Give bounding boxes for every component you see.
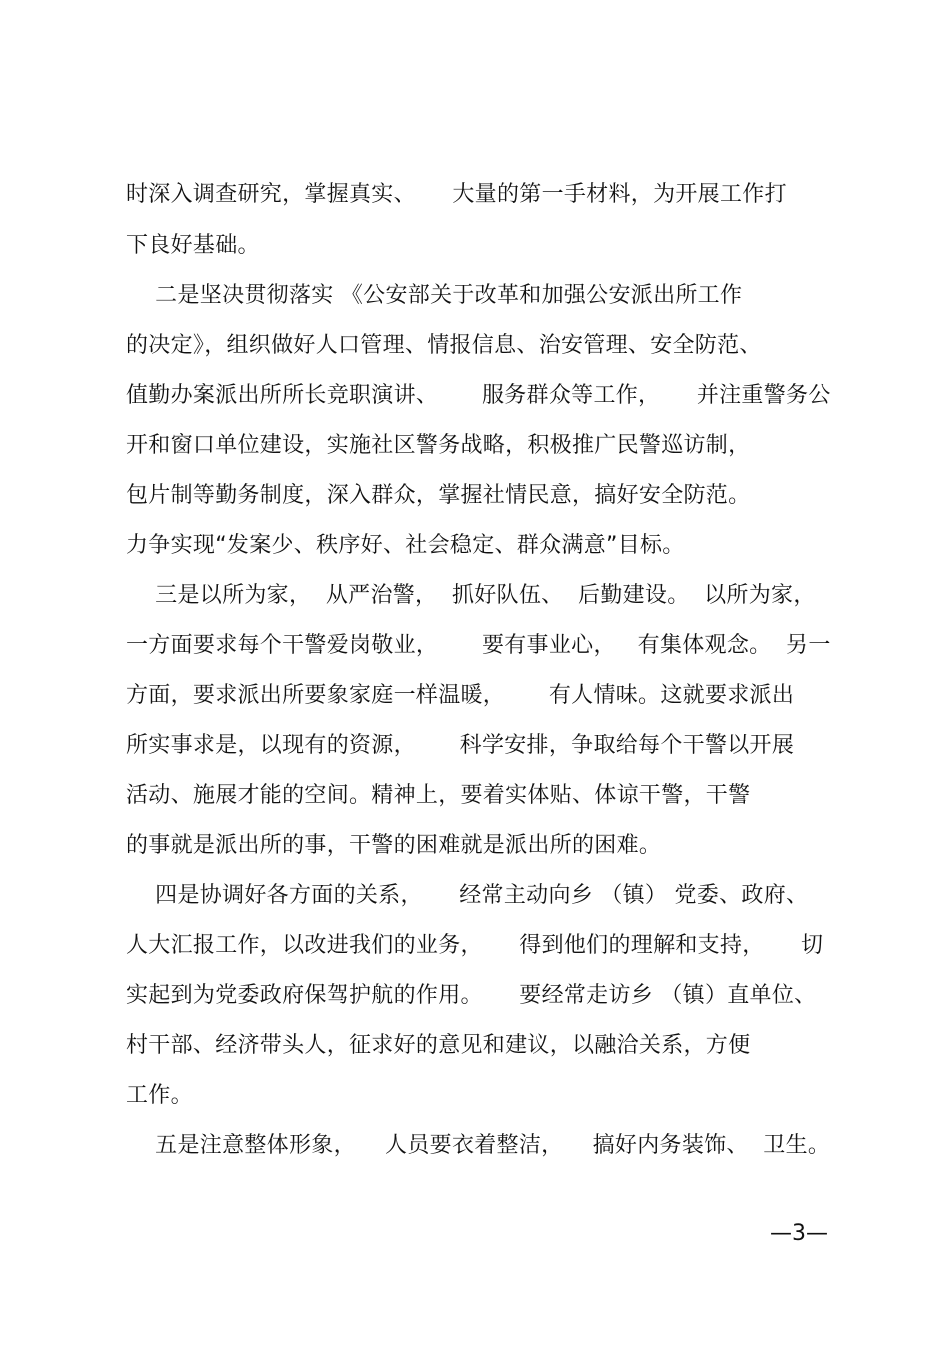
text-line: 包片制等勤务制度，深入群众，掌握社情民意，搞好安全防范。	[126, 483, 751, 508]
text-line: 五是注意整体形象， 人员要衣着整洁， 搞好内务装饰、 卫生。	[126, 1133, 831, 1158]
text-line: 力争实现“发案少、秩序好、社会稳定、群众满意”目标。	[126, 533, 685, 558]
text-line: 方面，要求派出所要象家庭一样温暖， 有人情味。这就要求派出	[126, 683, 795, 708]
text-line: 村干部、经济带头人，征求好的意见和建议，以融洽关系，方便	[126, 1033, 751, 1058]
text-line: 所实事求是，以现有的资源， 科学安排，争取给每个干警以开展	[126, 733, 795, 758]
text-line: 工作。	[126, 1083, 193, 1108]
text-line: 二是坚决贯彻落实 《公安部关于改革和加强公安派出所工作	[126, 283, 743, 308]
text-line: 开和窗口单位建设，实施社区警务战略，积极推广民警巡访制，	[126, 433, 751, 458]
text-line: 的事就是派出所的事，干警的困难就是派出所的困难。	[126, 833, 662, 858]
text-line: 的决定》，组织做好人口管理、情报信息、治安管理、安全防范、	[126, 333, 762, 358]
text-line: 值勤办案派出所所长竞职演讲、 服务群众等工作， 并注重警务公	[126, 383, 831, 408]
text-line: 人大汇报工作，以改进我们的业务， 得到他们的理解和支持， 切	[126, 933, 824, 958]
text-line: 三是以所为家， 从严治警， 抓好队伍、 后勤建设。 以所为家，	[126, 583, 816, 608]
text-line: 一方面要求每个干警爱岗敬业， 要有事业心， 有集体观念。 另一	[126, 633, 831, 658]
page-number: —3—	[770, 1221, 828, 1246]
text-line: 下良好基础。	[126, 233, 260, 258]
text-line: 时深入调查研究，掌握真实、 大量的第一手材料，为开展工作打	[126, 182, 787, 207]
text-line: 四是协调好各方面的关系， 经常主动向乡 （镇） 党委、政府、	[126, 883, 809, 908]
text-line: 活动、施展才能的空间。精神上，要着实体贴、体谅干警，干警	[126, 783, 751, 808]
text-line: 实起到为党委政府保驾护航的作用。 要经常走访乡 （镇）直单位、	[126, 983, 817, 1008]
